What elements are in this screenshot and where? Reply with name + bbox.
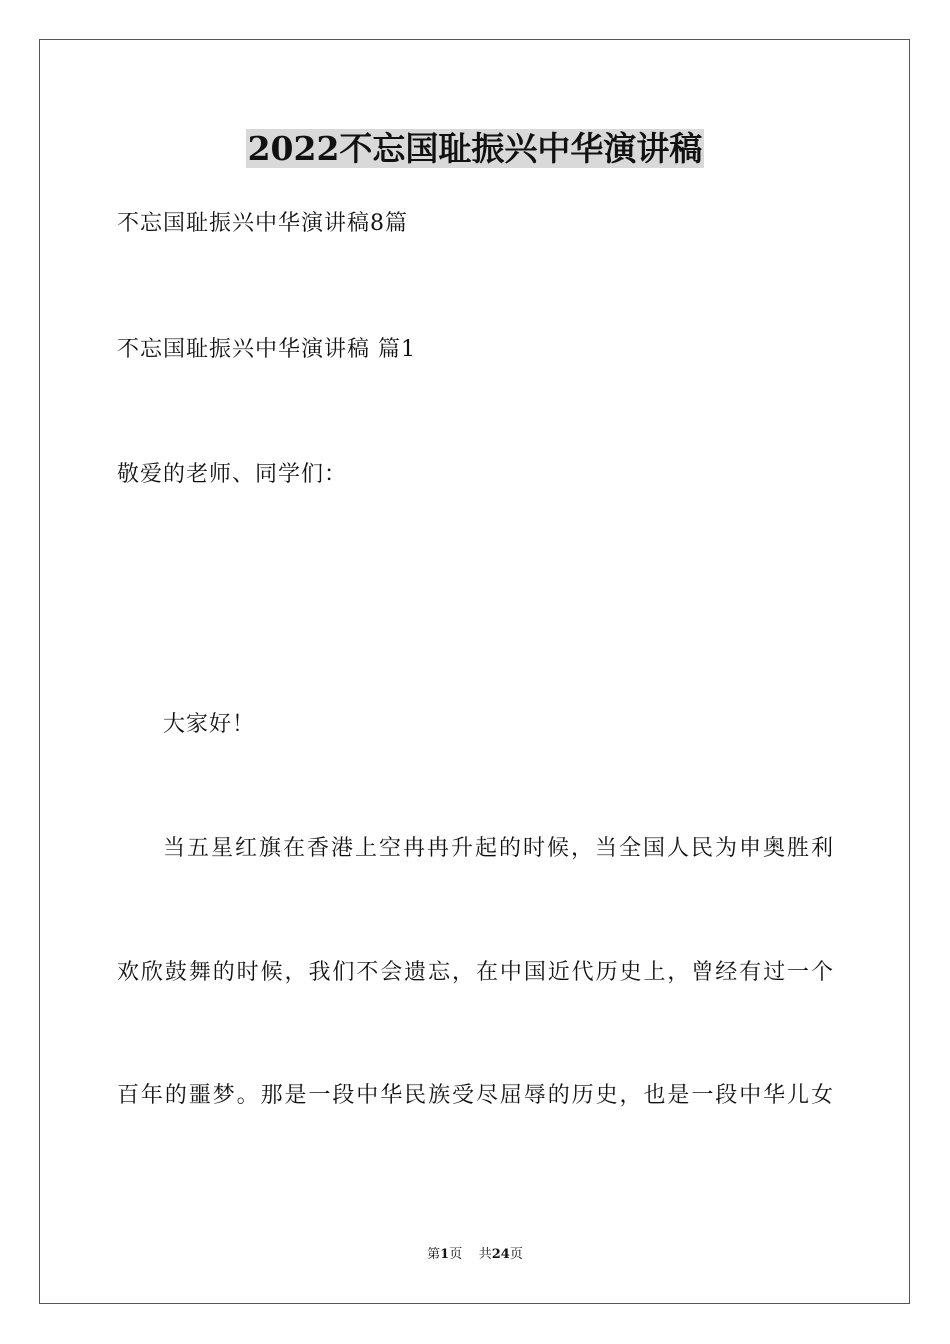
document-title (0, 128, 950, 170)
document-subtitle: 不忘国耻振兴中华演讲稿8篇 (117, 211, 408, 236)
paragraph-line: 当五星红旗在香港上空冉冉升起的时候，当全国人民为申奥胜利 (163, 836, 833, 861)
document-title-text: 2022不忘国耻振兴中华演讲稿 (247, 129, 703, 168)
greeting: 大家好！ (163, 712, 256, 737)
footer-total-suffix: 页 (509, 1247, 523, 1262)
footer-page-number: 1 (440, 1247, 450, 1262)
footer-page-prefix: 第 (427, 1247, 441, 1262)
page-footer (0, 1246, 950, 1264)
paragraph-line: 百年的噩梦。那是一段中华民族受尽屈辱的历史，也是一段中华儿女 (117, 1083, 833, 1108)
footer-total-prefix: 共 (478, 1247, 492, 1262)
paragraph-line: 欢欣鼓舞的时候，我们不会遗忘，在中国近代历史上，曾经有过一个 (117, 960, 833, 985)
salutation: 敬爱的老师、同学们： (117, 462, 348, 487)
footer-page-suffix: 页 (449, 1247, 463, 1262)
footer-total-pages: 24 (491, 1247, 510, 1262)
section-heading: 不忘国耻振兴中华演讲稿 篇1 (117, 337, 416, 362)
